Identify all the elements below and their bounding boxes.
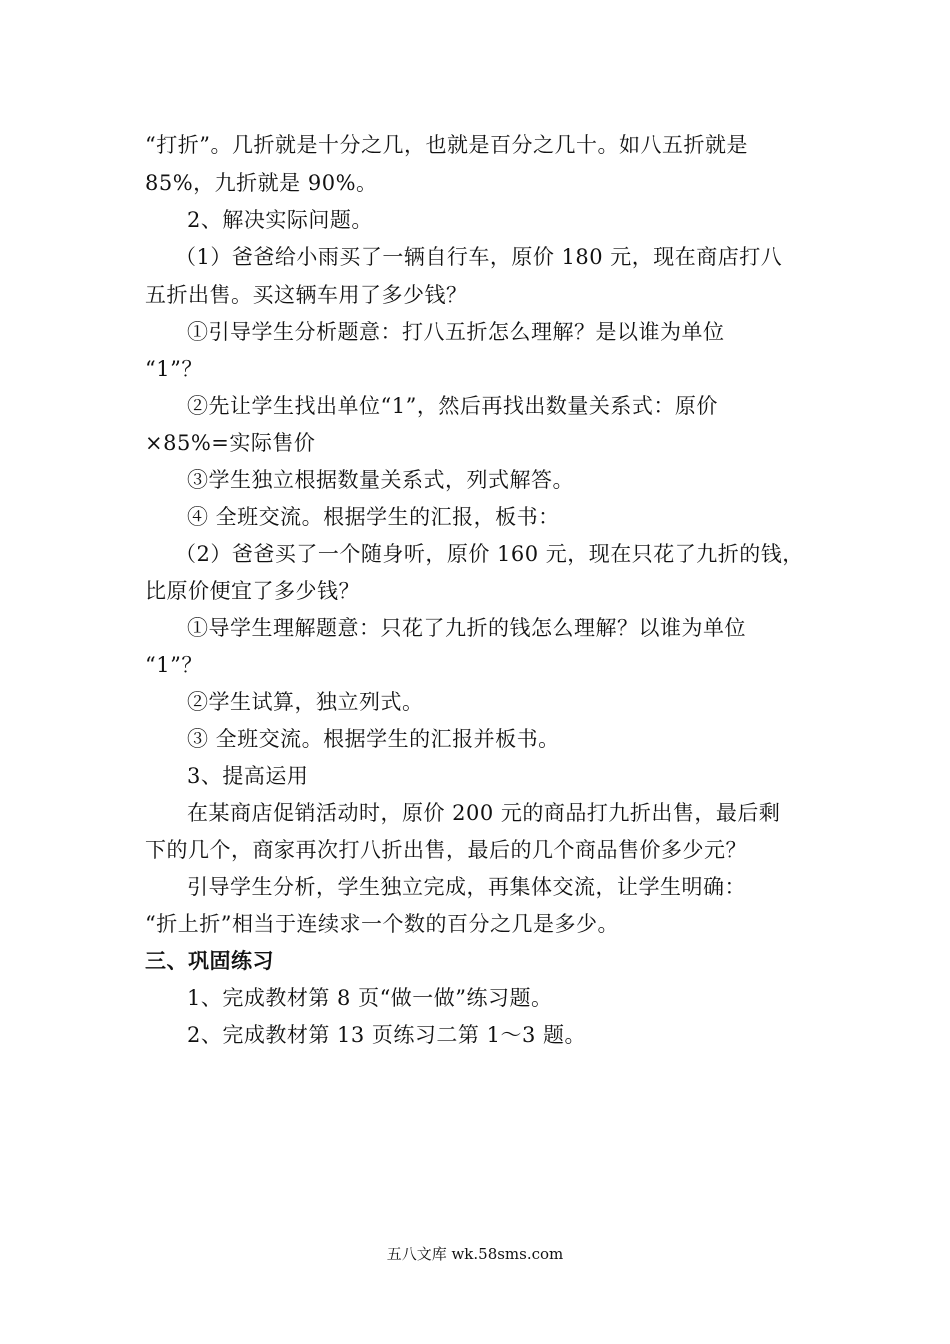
text-line-2: 85%，九折就是 90%。: [145, 171, 378, 195]
problem-1-line-2: 五折出售。买这辆车用了多少钱？: [145, 283, 468, 307]
exercise-1: 1、完成教材第 8 页“做一做”练习题。: [187, 986, 553, 1010]
problem-2-line-1: （2）爸爸买了一个随身听，原价 160 元，现在只花了九折的钱，: [175, 542, 804, 566]
section-item-3: 3、提高运用: [187, 764, 309, 788]
guide-line-1: 引导学生分析，学生独立完成，再集体交流，让学生明确：: [187, 875, 746, 899]
step-4: ④ 全班交流。根据学生的汇报，板书：: [187, 505, 560, 529]
problem-2-line-2: 比原价便宜了多少钱？: [145, 579, 360, 603]
step-1-line-1: ①引导学生分析题意：打八五折怎么理解？是以谁为单位: [187, 320, 725, 344]
p2-step-1-line-1: ①导学生理解题意：只花了九折的钱怎么理解？以谁为单位: [187, 616, 746, 640]
section-heading-3: 三、巩固练习: [145, 948, 274, 973]
guide-line-2: “折上折”相当于连续求一个数的百分之几是多少。: [145, 912, 619, 936]
step-2-line-1: ②先让学生找出单位“1”，然后再找出数量关系式：原价: [187, 394, 718, 418]
text-line-1: “打折”。几折就是十分之几，也就是百分之几十。如八五折就是: [145, 133, 748, 157]
apply-line-2: 下的几个，商家再次打八折出售，最后的几个商品售价多少元？: [145, 838, 747, 862]
apply-line-1: 在某商店促销活动时，原价 200 元的商品打九折出售，最后剩: [187, 801, 781, 825]
section-item-2: 2、解决实际问题。: [187, 208, 373, 232]
problem-1-line-1: （1）爸爸给小雨买了一辆自行车，原价 180 元，现在商店打八: [175, 245, 783, 269]
p2-step-2: ②学生试算，独立列式。: [187, 690, 424, 714]
p2-step-3: ③ 全班交流。根据学生的汇报并板书。: [187, 727, 560, 751]
step-3: ③学生独立根据数量关系式，列式解答。: [187, 468, 574, 492]
step-1-line-2: “1”？: [145, 357, 203, 381]
page-footer: 五八文库 wk.58sms.com: [386, 1245, 564, 1263]
step-2-line-2: ×85%=实际售价: [145, 431, 316, 455]
p2-step-1-line-2: “1”？: [145, 653, 203, 677]
exercise-2: 2、完成教材第 13 页练习二第 1～3 题。: [187, 1023, 587, 1047]
